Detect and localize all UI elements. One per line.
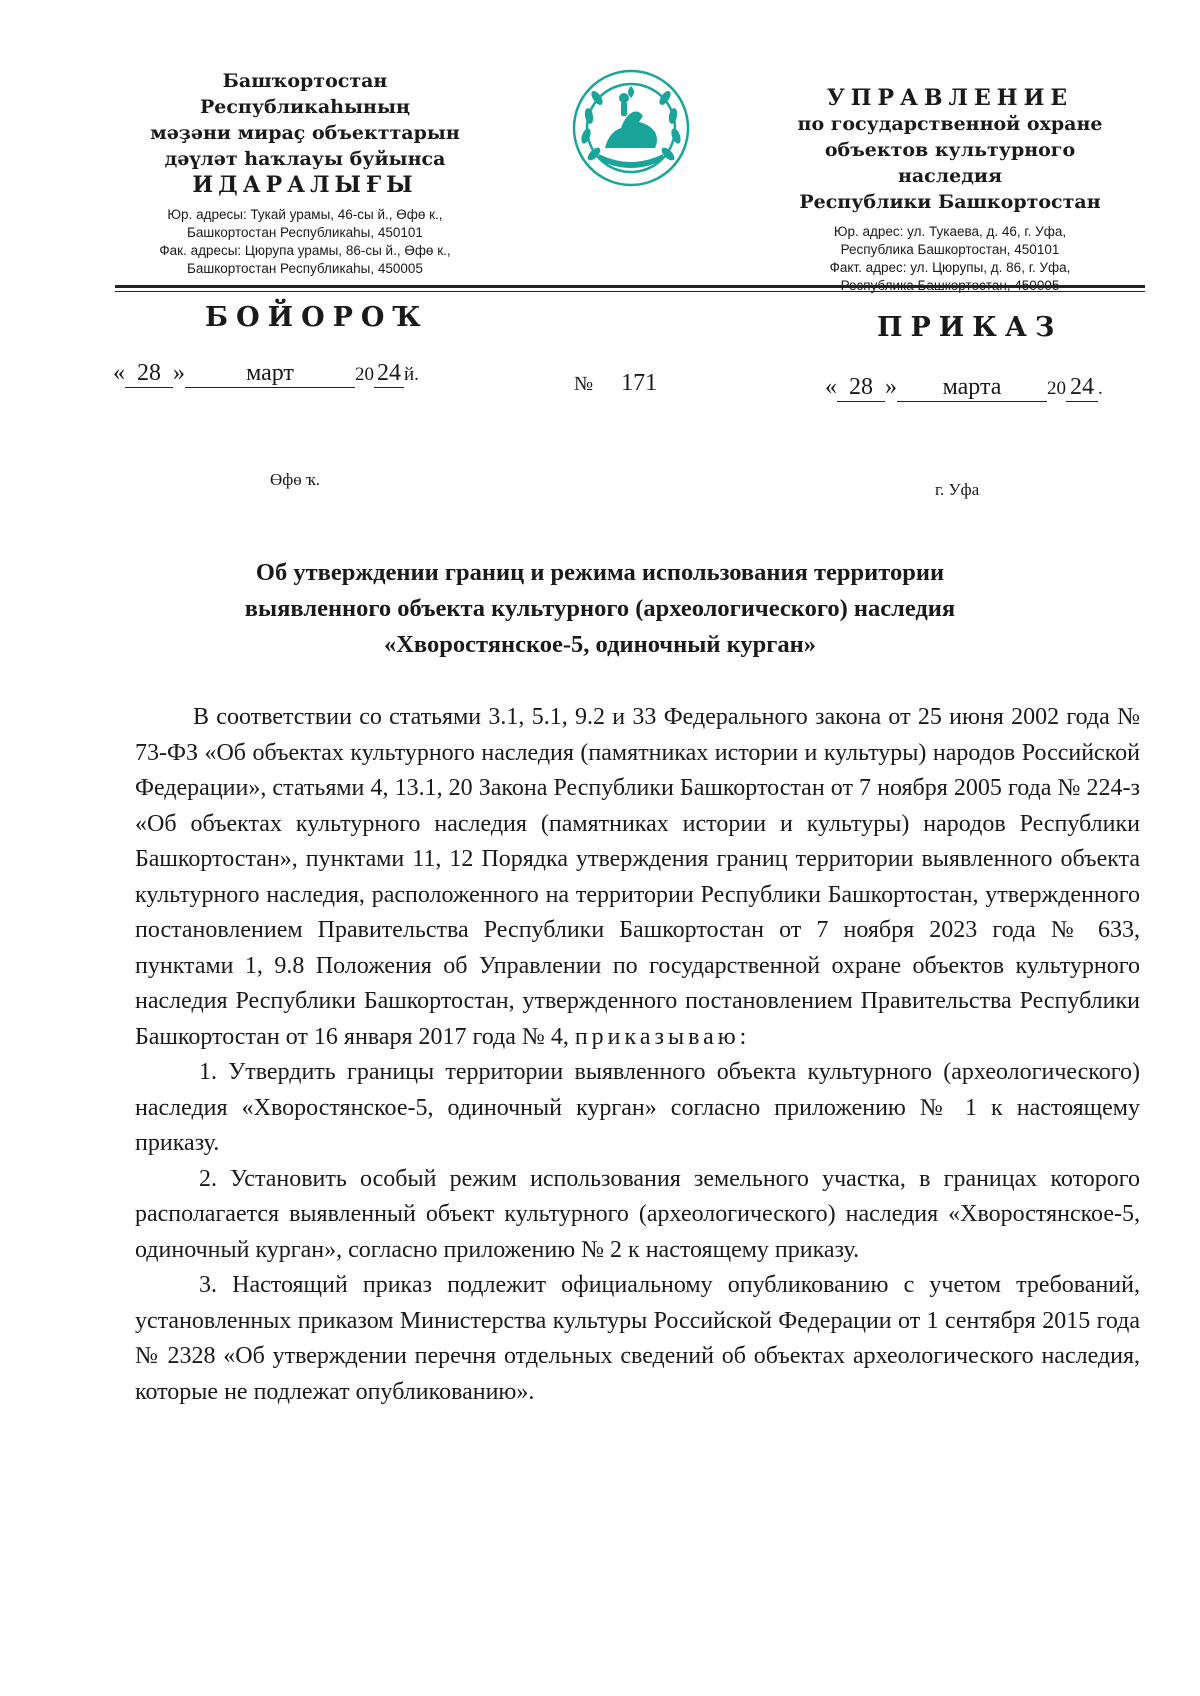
header-divider (115, 285, 1145, 288)
date-left-day: 28 (125, 360, 173, 388)
order-number: № 171 (574, 370, 658, 396)
date-left-month: март (185, 360, 355, 388)
document-body (135, 700, 1140, 1410)
header-divider-thin (115, 291, 1145, 292)
city-russian: г. Уфа (935, 480, 980, 499)
date-right-year: 24 (1066, 374, 1098, 402)
date-right-day: 28 (837, 374, 885, 402)
order-word: приказываю: (574, 1023, 751, 1050)
header-left (115, 68, 495, 278)
header-right (770, 85, 1130, 295)
document-title: Об утверждении границ и режима использования территории выявленного объекта культурного (археологического) наследия «Хворостянское-5, одиночный курган» (244, 559, 956, 658)
coat-of-arms-icon (569, 66, 693, 190)
address-russian: Юр. адрес: ул. Тукаева, д. 46, г. Уфа, Республика Башкортостан, 450101 Факт. адрес: ул. Цюрупы, д. 86, г. Уфа, (829, 224, 1071, 275)
body-item-3: 3. Настоящий приказ подлежит официальному опубликованию с учетом требований, установленных приказом Министерства культуры Российской Федерации от 1 сентября 2015 года № 2328 «Об утверждении перечня отдельных сведений об объектах археологического наследия, которые не подлежат опубликованию». (135, 1272, 1140, 1405)
address-bashkir: Юр. адресы: Тукай урамы, 46-сы й., Өфө к., Башкортостан Республикаһы, 450101 Фак. адресы: Цюрупа урамы, 86-сы й., Өфө к., Башкортостан Республикаһы, 450005 (159, 207, 451, 276)
doc-type-bashkir: БОЙОРОҠ (205, 302, 429, 333)
city-bashkir: Өфө ҡ. (270, 470, 321, 489)
body-item-1: 1. Утвердить границы территории выявленного объекта культурного (археологического) наследия «Хворостянское-5, одиночный курган» согласно приложению № 1 к настоящему приказу. (135, 1059, 1140, 1156)
date-left-year: 24 (374, 360, 404, 388)
org-name-russian: УПРАВЛЕНИЕ по государственной охране объектов культурного наследия Республики Башкортостан (797, 85, 1103, 213)
date-right-month: марта (897, 374, 1047, 402)
order-number-value: 171 (621, 370, 658, 396)
body-intro: В соответствии со статьями 3.1, 5.1, 9.2 и 33 Федерального закона от 25 июня 2002 года № 73-ФЗ «Об объектах культурного наследия (памятниках истории и культуры) народов Российской Федерации», статьями 4, 13.1, 20 Закона Республики Башкортостан от 7 ноября 2005 года № 224-з «Об объектах культурного наследия (памятниках истории и культуры) народов Республики Башкортостан», пунктами 11, 12 Порядка утверждения границ территории выявленного объекта культурного наследия, расположенного на территории Республики Башкортостан, утвержденного постановлением Правительства Республики Башкортостан от 7 ноября 2023 года № 633, пунктами 1, 9.8 Положения об Управлении по государственной охране объектов культурного наследия Республики Башкортостан, утвержденного постановлением Правительства Республики Башкортостан от 16 января 2017 года № 4, приказываю: (135, 704, 1140, 1050)
org-name-bashkir: Башҡортостан Республикаһының мәҙәни мираҫ объекттарын дәүләт һаҡлауы буйынса ИДАРАЛЫҒЫ (150, 70, 460, 198)
body-item-2: 2. Установить особый режим использования земельного участка, в границах которого располагается выявленный объект культурного (археологического) наследия «Хворостянское-5, одиночный курган», согласно приложению № 2 к настоящему приказу. (135, 1165, 1140, 1263)
date-left: « 28 » март 20 24 й. (113, 360, 419, 386)
date-right: « 28 » марта 20 24 . (825, 374, 1103, 400)
doc-type-russian: ПРИКАЗ (877, 312, 1063, 343)
